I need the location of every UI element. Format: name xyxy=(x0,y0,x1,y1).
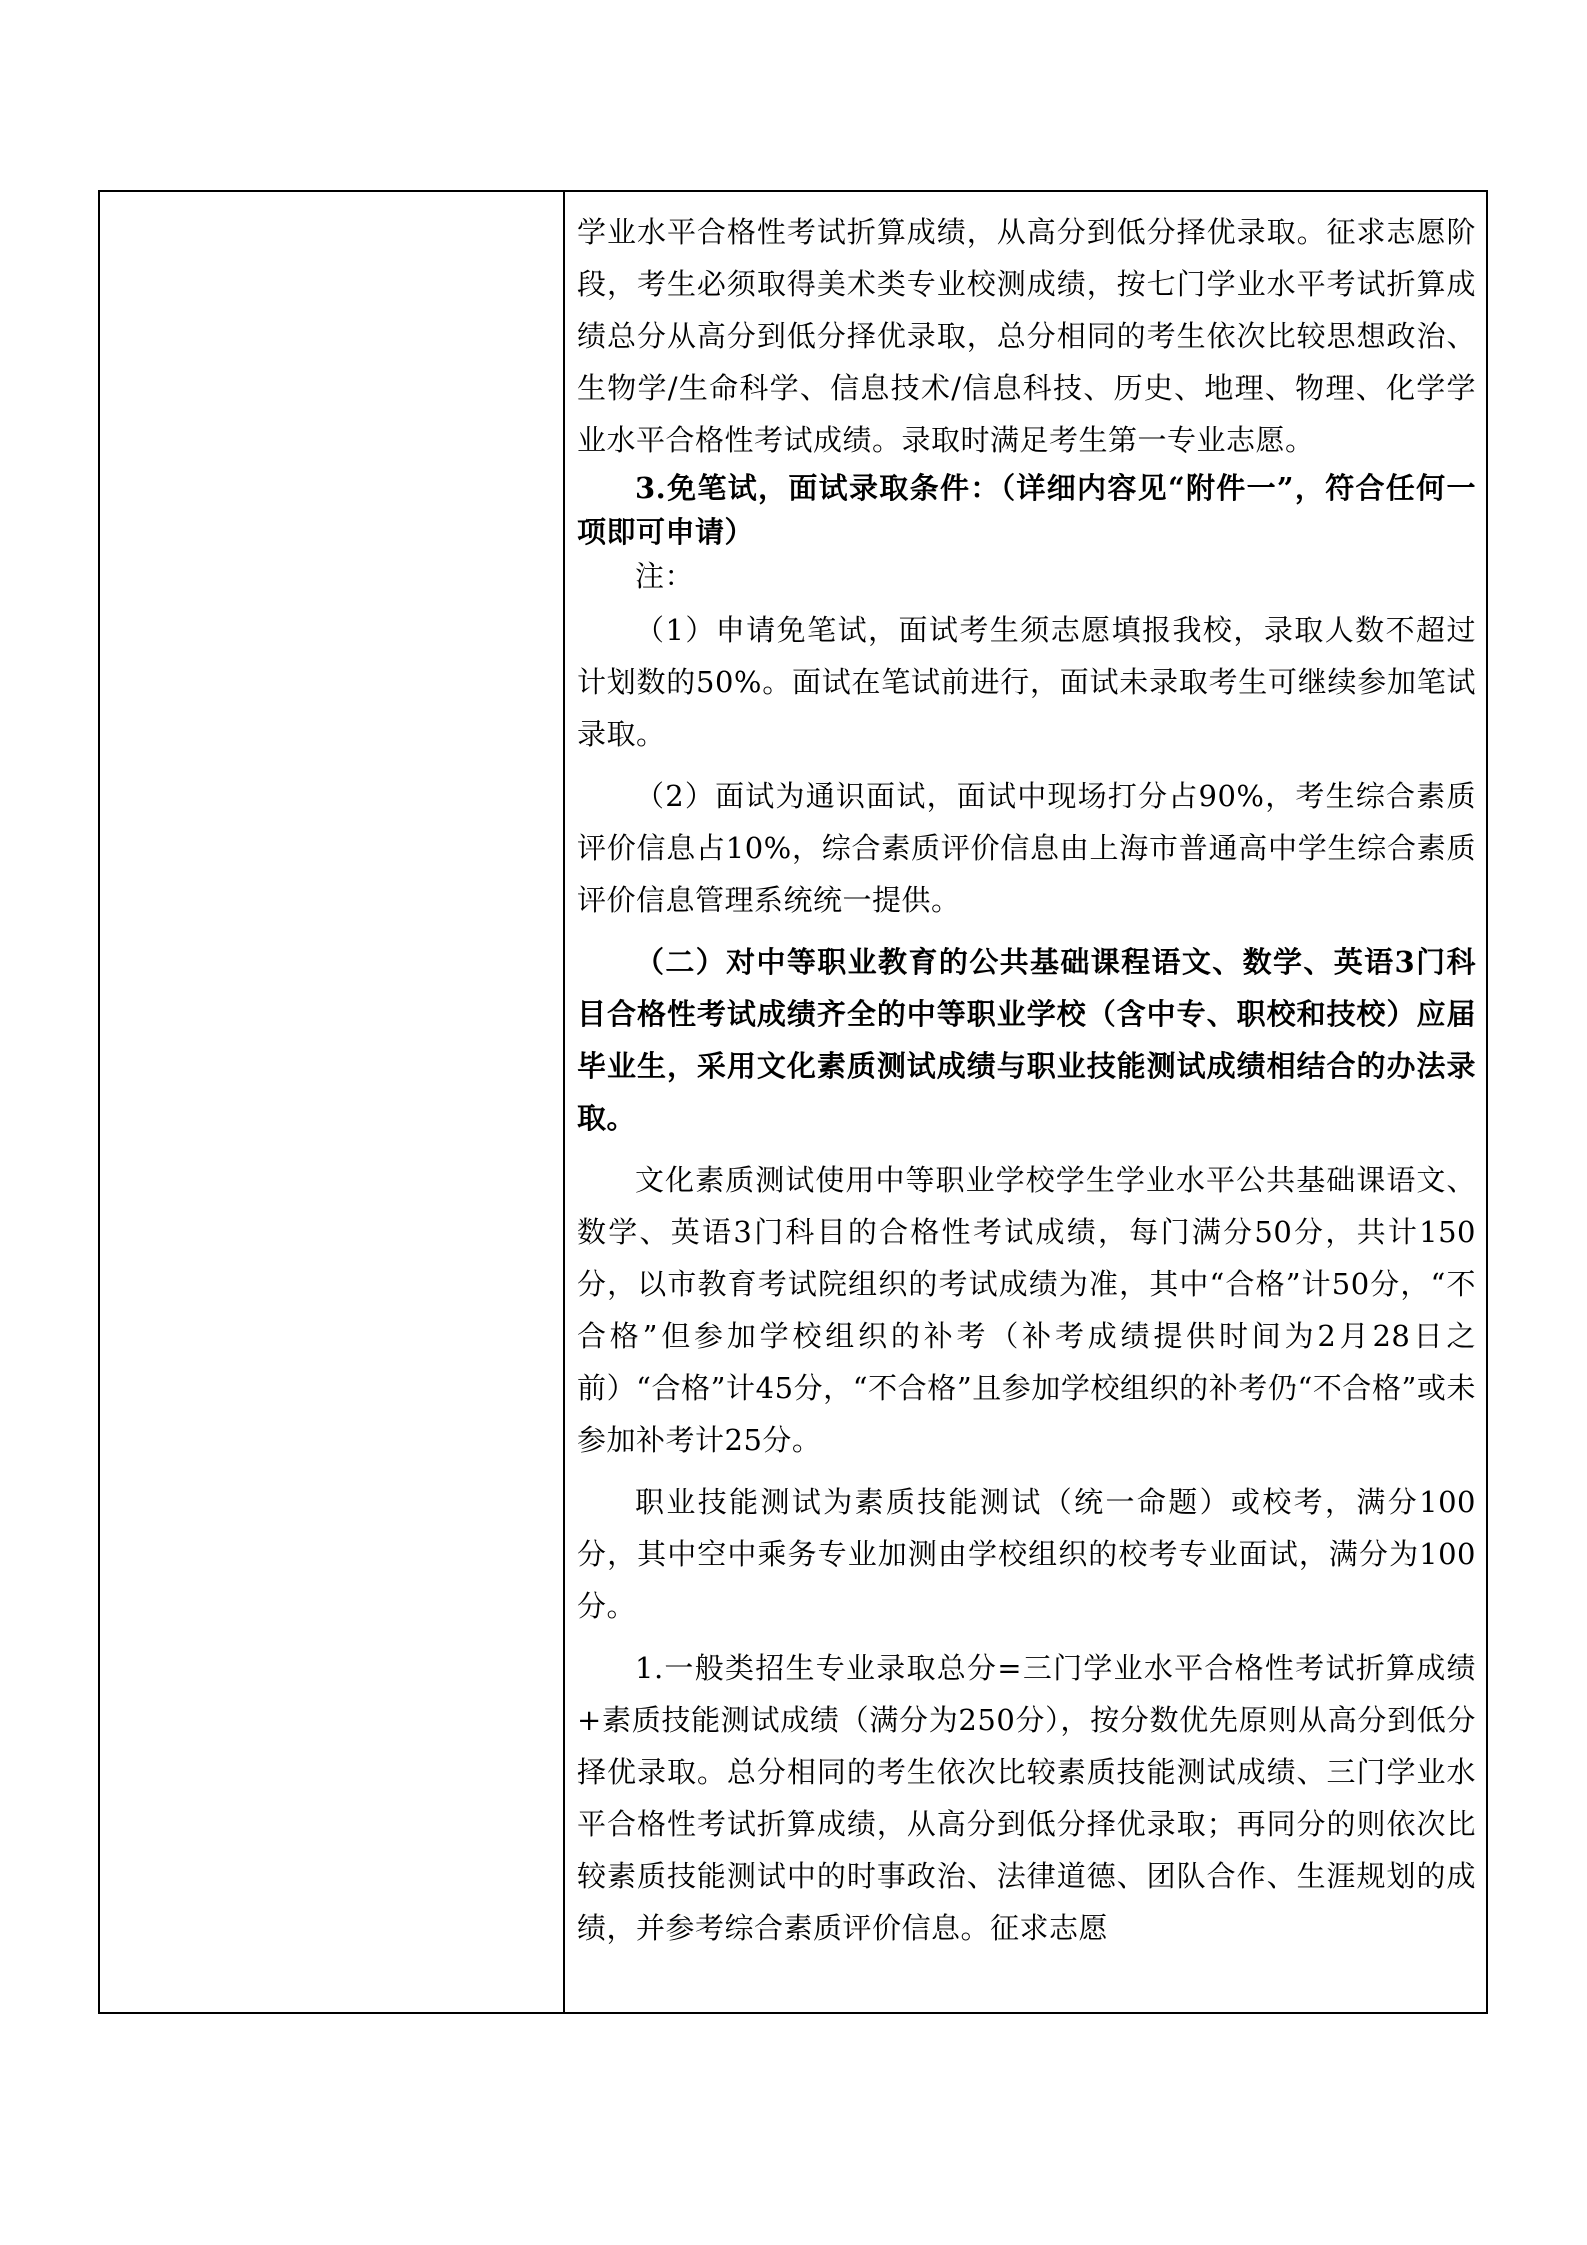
paragraph-general-admission: 1.一般类招生专业录取总分=三门学业水平合格性考试折算成绩+素质技能测试成绩（满分为250分），按分数优先原则从高分到低分择优录取。总分相同的考生依次比较素质技能测试成绩、三门学业水平合格性考试折算成绩，从高分到低分择优录取；再同分的则依次比较素质技能测试中的时事政治、法律道德、团队合作、生涯规划的成绩，并参考综合素质评价信息。征求志愿 xyxy=(577,1651,1476,1945)
table-left-cell xyxy=(100,192,565,2012)
paragraph-interview-conditions: 3.免笔试，面试录取条件：（详细内容见“附件一”，符合任何一项即可申请） xyxy=(577,471,1476,549)
paragraph-skill-test: 职业技能测试为素质技能测试（统一命题）或校考，满分100分，其中空中乘务专业加测由学校组织的校考专业面试，满分为100分。 xyxy=(577,1485,1476,1623)
paragraph-art-admission: 学业水平合格性考试折算成绩，从高分到低分择优录取。征求志愿阶段，考生必须取得美术类专业校测成绩，按七门学业水平考试折算成绩总分从高分到低分择优录取，总分相同的考生依次比较思想政治、生物学/生命科学、信息技术/信息科技、历史、地理、物理、化学学业水平合格性考试成绩。录取时满足考生第一专业志愿。 xyxy=(577,215,1476,457)
paragraph-culture-test: 文化素质测试使用中等职业学校学生学业水平公共基础课语文、数学、英语3门科目的合格性考试成绩，每门满分50分，共计150分，以市教育考试院组织的考试成绩为准，其中“合格”计50分，“不合格”但参加学校组织的补考（补考成绩提供时间为2月28日之前）“合格”计45分，“不合格”且参加学校组织的补考仍“不合格”或未参加补考计25分。 xyxy=(577,1163,1476,1457)
paragraph-note-2: （2）面试为通识面试，面试中现场打分占90%，考生综合素质评价信息占10%，综合素质评价信息由上海市普通高中学生综合素质评价信息管理系统统一提供。 xyxy=(577,779,1476,917)
paragraph-section-two-heading: （二）对中等职业教育的公共基础课程语文、数学、英语3门科目合格性考试成绩齐全的中等职业学校（含中专、职校和技校）应届毕业生，采用文化素质测试成绩与职业技能测试成绩相结合的办法录取。 xyxy=(577,945,1476,1135)
paragraph-note-1: （1）申请免笔试，面试考生须志愿填报我校，录取人数不超过计划数的50%。面试在笔试前进行，面试未录取考生可继续参加笔试录取。 xyxy=(577,613,1476,751)
content-table xyxy=(98,190,1488,2014)
paragraph-note-label: 注： xyxy=(635,559,695,593)
table-right-cell xyxy=(565,192,1486,2012)
